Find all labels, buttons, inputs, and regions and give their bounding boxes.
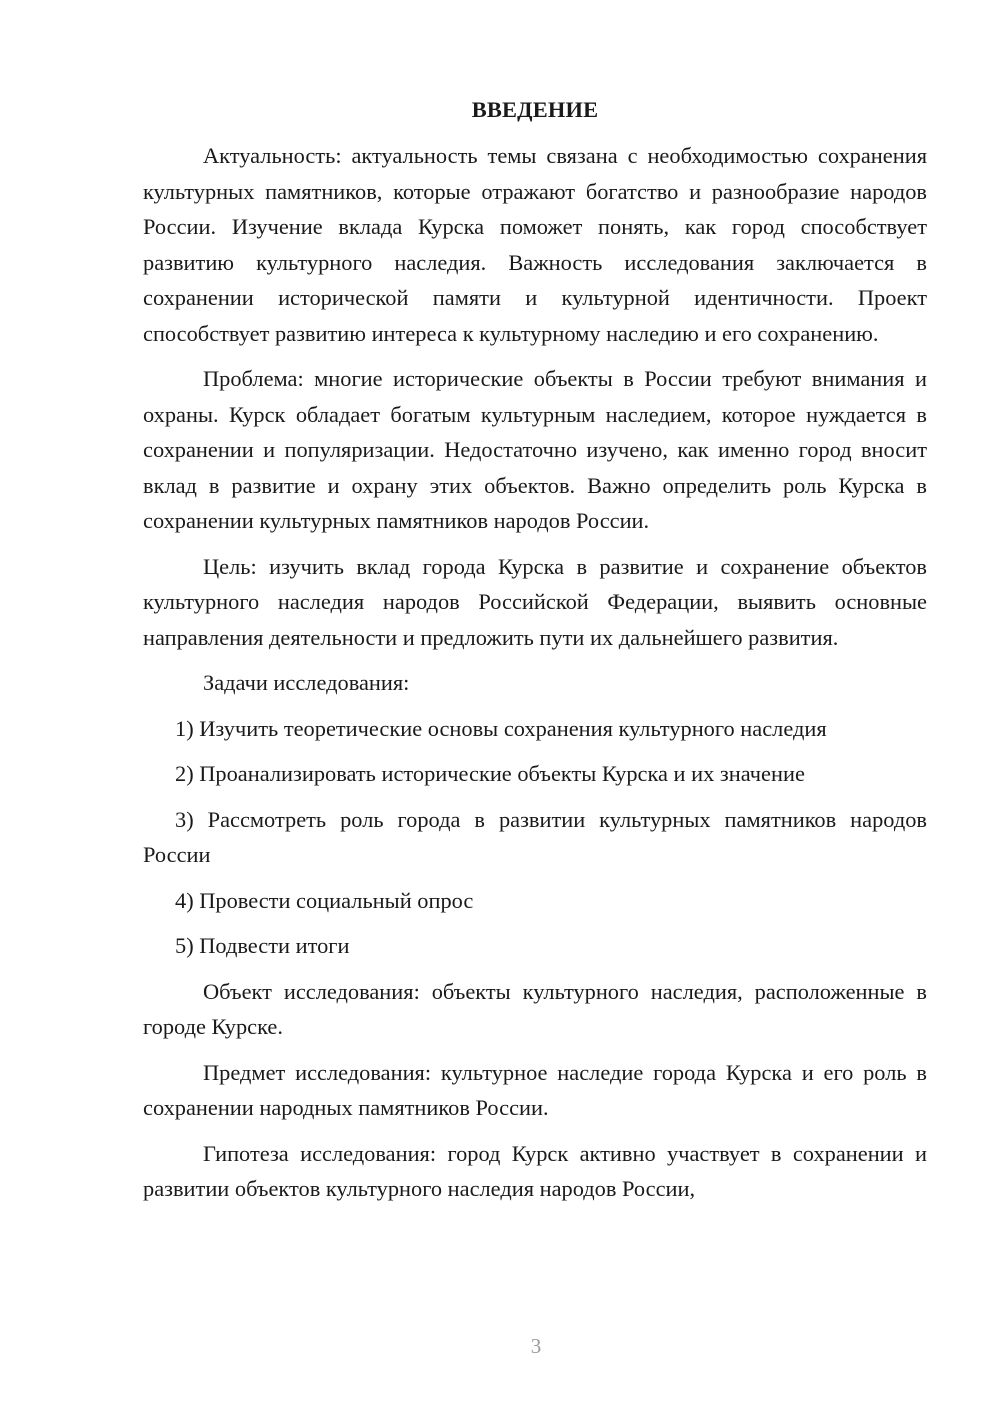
- paragraph-hypothesis: Гипотеза исследования: город Курск активно участвует в сохранении и развитии объектов культурного наследия народов России,: [143, 1140, 927, 1201]
- list-item: 4) Провести социальный опрос: [175, 887, 474, 913]
- section-heading: ВВЕДЕНИЕ: [471, 97, 599, 122]
- list-item: 5) Подвести итоги: [175, 933, 350, 958]
- paragraph-relevance: Актуальность: актуальность темы связана с необходимостью сохранения культурных памятников, которые отражают богатство и разнообразие народов России. Изучение вклада Курска поможет понять, как город способствует развитию культурного наследия. Важность исследования заключается в сохранении исторической памяти и культурной идентичности. Проект способствует развитию интереса к культурному наследию и его сохранению.: [143, 143, 927, 346]
- paragraph-object: Объект исследования: объекты культурного наследия, расположенные в городе Курске.: [143, 978, 927, 1039]
- list-item: 3) Рассмотреть роль города в развитии культурных памятников народов России: [143, 806, 927, 867]
- paragraph-problem: Проблема: многие исторические объекты в России требуют внимания и охраны. Курск обладает богатым культурным наследием, которое нуждается в сохранении и популяризации. Недостаточно изучено, как именно город вносит вклад в развитие и охрану этих объектов. Важно определить роль Курска в сохранении культурных памятников народов России.: [143, 366, 927, 533]
- list-item: 2) Проанализировать исторические объекты Курска и их значение: [175, 761, 805, 786]
- paragraph-goal: Цель: изучить вклад города Курска в развитие и сохранение объектов культурного наследия народов Российской Федерации, выявить основные направления деятельности и предложить пути их дальнейшего развития.: [143, 553, 927, 650]
- tasks-list: [143, 711, 927, 964]
- page-content: [143, 92, 927, 1217]
- list-item: 1) Изучить теоретические основы сохранения культурного наследия: [175, 715, 827, 741]
- paragraph-subject: Предмет исследования: культурное наследие города Курска и его роль в сохранении народных памятников России.: [143, 1059, 927, 1120]
- paragraph-tasks-intro: Задачи исследования:: [203, 670, 410, 695]
- page-number: 3: [530, 1334, 542, 1358]
